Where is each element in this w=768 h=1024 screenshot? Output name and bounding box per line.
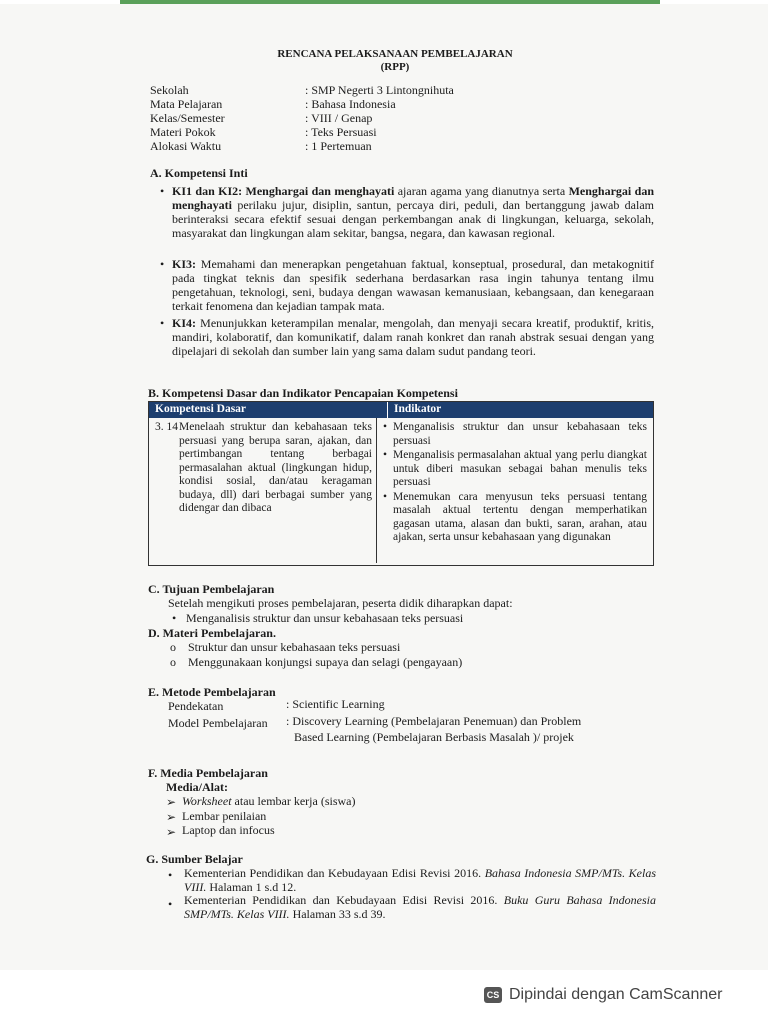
col-kompetensi-dasar: Kompetensi Dasar <box>149 402 388 418</box>
indikator-cell <box>377 418 653 563</box>
col-indikator: Indikator <box>394 403 442 415</box>
worksheet-italic: Worksheet <box>182 794 232 808</box>
identity-row <box>150 125 454 139</box>
camscanner-watermark <box>484 986 722 1004</box>
section-d-item: Struktur dan unsur kebahasaan teks persuasi <box>188 640 401 654</box>
section-f-heading: F. Media Pembelajaran <box>148 766 268 780</box>
list-item <box>383 449 647 490</box>
arrow-bullet-icon: ➢ <box>166 810 177 824</box>
media-item: Laptop dan infocus <box>182 823 275 837</box>
source-pages: Halaman 33 s.d 39. <box>292 907 386 921</box>
bullet-icon: • <box>383 490 388 503</box>
bullet-icon: • <box>383 449 388 461</box>
indicator-text: Menganalisis struktur dan unsur kebahasaan teks persuasi <box>393 421 647 447</box>
indicator-text: Menemukan cara menyusun teks persuasi tentang masalah aktual tertentu dengan memperhatikan gagasan utama, alasan dan bukti, saran, arahan, atau ajakan, serta unsur kebahasaan yang digunakan <box>393 490 647 543</box>
identity-label: Sekolah <box>150 83 189 97</box>
identity-label: Alokasi Waktu <box>150 139 222 153</box>
list-item <box>383 421 647 448</box>
identity-value: : Bahasa Indonesia <box>305 97 396 111</box>
media-item: Lembar penilaian <box>182 809 267 823</box>
identity-row <box>150 83 454 97</box>
watermark-text: Dipindai dengan CamScanner <box>509 986 723 1003</box>
identity-row <box>150 111 454 125</box>
worksheet-rest: atau lembar kerja (siswa) <box>234 794 356 808</box>
ki3-paragraph <box>160 257 654 313</box>
source-title: Bahasa Indonesia SMP/MTs. Kelas VIII. <box>184 866 656 894</box>
section-d-item: Menggunakaan konjungsi supaya dan selagi (pengayaan) <box>188 655 463 669</box>
ki12-text1: ajaran agama yang dianutnya serta <box>397 184 566 198</box>
section-c-item: Menganalisis struktur dan unsur kebahasaan teks persuasi <box>186 611 464 625</box>
source-item <box>184 866 656 894</box>
source-item <box>184 893 656 921</box>
source-text: Kementerian Pendidikan dan Kebudayaan Edisi Revisi 2016. <box>184 893 498 907</box>
circle-bullet-icon: o <box>170 640 176 654</box>
kd-text: Menelaah struktur dan kebahasaan teks persuasi yang berupa saran, ajakan, dan pertimbangan tentang berbagai permasalahan aktual (lingkungan hidup, kondisi sosial, dan/atau keragaman budaya, dll) dari berbagai sumber yang didengar dan dibaca <box>179 421 372 514</box>
identity-label: Kelas/Semester <box>150 111 225 125</box>
bullet-icon: • <box>168 868 173 882</box>
section-c-intro: Setelah mengikuti proses pembelajaran, peserta didik diharapkan dapat: <box>168 596 513 610</box>
section-d-heading: D. Materi Pembelajaran. <box>148 626 276 640</box>
table-header <box>149 402 653 418</box>
ki12-bold2: Menghargai dan menghayati <box>172 184 654 212</box>
ki12-paragraph <box>160 184 655 240</box>
bullet-icon: • <box>160 257 165 271</box>
pendekatan-label: Pendekatan <box>168 699 224 713</box>
kd-number: 3. 14 <box>155 421 178 433</box>
identity-value: : Teks Persuasi <box>305 125 377 139</box>
identity-value: : 1 Pertemuan <box>305 139 372 153</box>
arrow-bullet-icon: ➢ <box>166 795 177 809</box>
table-row <box>149 418 653 563</box>
bullet-icon: • <box>383 421 388 433</box>
ki12-text2: perilaku jujur, disiplin, santun, percaya diri, peduli, dan bertanggung jawab dalam berinteraksi secara efektif sesuai dengan perkembangan anak di lingkungan, keluarga, sekolah, masyarakat dan lingkungan alam sekitar, bangsa, negara, dan kawasan regional. <box>172 198 655 240</box>
source-title: Buku Guru Bahasa Indonesia SMP/MTs. Kelas VIII. <box>184 893 656 921</box>
section-c-heading: C. Tujuan Pembelajaran <box>148 582 275 596</box>
ki3-lead: KI3: <box>172 257 196 271</box>
title-line1: RENCANA PELAKSANAAN PEMBELAJARAN <box>277 48 513 60</box>
identity-row <box>150 97 454 111</box>
ki4-lead: KI4: <box>172 316 196 330</box>
kd-indikator-table <box>148 401 654 566</box>
camscanner-icon: CS <box>484 987 502 1003</box>
document-title <box>230 48 560 74</box>
section-g-heading: G. Sumber Belajar <box>146 852 243 866</box>
title-line2: (RPP) <box>380 61 410 73</box>
list-item <box>383 491 647 545</box>
section-e-heading: E. Metode Pembelajaran <box>148 685 276 699</box>
indicator-text: Menganalisis permasalahan aktual yang perlu diangkat untuk diberi masukan sebagai bahan menulis teks persuasi <box>393 449 647 488</box>
media-alat-subheading: Media/Alat: <box>166 780 228 794</box>
section-a-heading: A. Kompetensi Inti <box>150 166 248 180</box>
ki12-lead: KI1 dan KI2: <box>172 184 243 198</box>
bullet-icon: • <box>168 897 173 911</box>
bullet-icon: • <box>160 316 165 330</box>
media-item <box>182 794 356 808</box>
section-b-heading: B. Kompetensi Dasar dan Indikator Pencapaian Kompetensi <box>148 386 458 400</box>
model-value-2: Based Learning (Pembelajaran Berbasis Masalah )/ projek <box>294 730 574 744</box>
identity-label: Materi Pokok <box>150 125 216 139</box>
identity-value: : VIII / Genap <box>305 111 373 125</box>
pendekatan-value: : Scientific Learning <box>286 697 385 711</box>
bullet-icon: • <box>172 611 177 625</box>
identity-table <box>150 83 454 153</box>
circle-bullet-icon: o <box>170 655 176 669</box>
kd-cell <box>149 418 377 563</box>
model-label: Model Pembelajaran <box>168 716 268 730</box>
model-value-1: : Discovery Learning (Pembelajaran Penemuan) dan Problem <box>286 714 582 728</box>
arrow-bullet-icon: ➢ <box>166 825 177 839</box>
source-text: Kementerian Pendidikan dan Kebudayaan Edisi Revisi 2016. <box>184 866 482 880</box>
ki12-bold1: Menghargai dan menghayati <box>245 184 395 198</box>
ki4-paragraph <box>160 316 655 358</box>
identity-label: Mata Pelajaran <box>150 97 223 111</box>
bullet-icon: • <box>160 184 165 198</box>
source-pages: Halaman 1 s.d 12. <box>209 880 297 894</box>
identity-row <box>150 139 454 153</box>
ki4-text: Menunjukkan keterampilan menalar, mengolah, dan menyaji secara kreatif, produktif, kritis, mandiri, kolaboratif, dan komunikatif, dalam ranah konkret dan ranah abstrak sesuai dengan yang dipelajari di sekolah dan sumber lain yang sama dalam sudut pandang teori. <box>172 316 655 358</box>
ki3-text: Memahami dan menerapkan pengetahuan faktual, konseptual, prosedural, dan metakognitif pada tingkat teknis dan spesifik sederhana berdasarkan rasa ingin tahunya tentang ilmu pengetahuan, teknologi, seni, budaya dengan wawasan kemanusiaan, kebangsaan, dan kenegaraan terkait fenomena dan kejadian tampak mata. <box>172 257 654 313</box>
identity-value: : SMP Negerti 3 Lintongnihuta <box>305 83 454 97</box>
